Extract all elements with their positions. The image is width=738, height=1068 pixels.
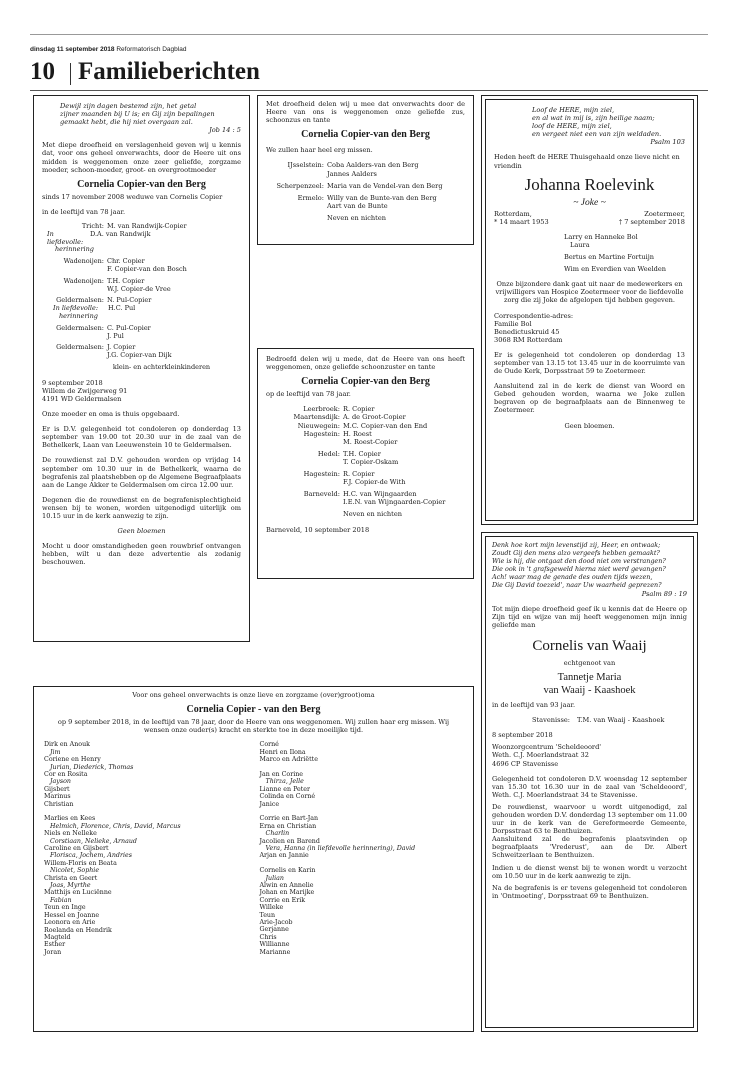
family-list: Tricht: M. van Randwijk-Copier In liefdevolle: D.A. van Randwijk herinnering Wadenoijen: Chr. Copier F. Copier-van den Bosch Wadenoijen: T.H. Copier W.J. Copier-de Vree Geldermalsen: N. Pul-Copier In liefdevolle: H.C. Pul herinnering Geldermalsen: C. Pul-Copier J. Pul Geldermalsen: J. Copier J.G. Copier-van Dijk klein- en achterkleinkinderen bbox=[47, 222, 211, 371]
family-list: Larry en Hanneke Bol Laura Bertus en Martine Fortuijn Wim en Everdien van Weelden bbox=[564, 232, 667, 274]
family-list: Leerbroek: R. Copier Maartensdijk: A. de Groot-Copier Nieuwegein: M.C. Copier-van den End Hagestein: H. Roest M. Roest-Copier Hedel: T.H. Copier T. Copier-Oskam Hagestein: R. Copier F.J. Copier-de With Barneveld: H.C. van Wijngaarden I.E.N. van Wijngaarden-Copier Neven en nichten bbox=[293, 405, 446, 519]
family-entry: Cor en Rosita bbox=[44, 771, 88, 778]
family-entry: Jan en Corine bbox=[259, 770, 304, 778]
address: 9 september 2018 Willem de Zwijgerweg 91 4191 WD Geldermalsen bbox=[42, 378, 128, 403]
family-entry: Coriene en Henry bbox=[44, 756, 101, 764]
family-entry: Marlies en Kees bbox=[44, 815, 96, 823]
announcement-2 bbox=[257, 95, 474, 245]
family-children: Jurian, Diederick, Thomas bbox=[50, 763, 134, 771]
family-entry: Esther bbox=[44, 941, 66, 949]
header-rule bbox=[30, 34, 708, 35]
family-entry bbox=[260, 764, 464, 771]
message-text: op 9 september 2018, in de leeftijd van 78 jaar, door de Heere van ons weggenomen. Wij zullen haar erg missen. Wij wensen onze ouder(s) kracht en sterkte toe in deze moeilijke tijd. bbox=[57, 718, 450, 735]
family-children: Florisca, Jochem, Andries bbox=[50, 852, 132, 860]
condolence-text: Gelegenheid tot condoleren D.V. woensdag 12 september van 15.30 tot 16.30 uur in de zaal van 'Scheldeoord', Weth. C.J. Moerlandstraat 34 te Stavenisse. bbox=[492, 774, 687, 799]
intro-text: Bedroefd delen wij u mede, dat de Heere van ons heeft weggenomen, onze geliefde schoonzuster en tante bbox=[266, 355, 465, 372]
age-text: in de leeftijd van 93 jaar. bbox=[492, 701, 576, 710]
deceased-name: Cornelia Copier - van den Berg bbox=[186, 704, 321, 716]
family-entry: Arjan en Jannie bbox=[259, 852, 309, 860]
family-children: Helmich, Florence, Chris, David, Marcus bbox=[50, 822, 181, 830]
deceased-name: Johanna Roelevink bbox=[524, 174, 655, 194]
family-children: Fabian bbox=[50, 896, 72, 904]
family-entry: Janice bbox=[259, 800, 280, 808]
intro-text: Voor ons geheel onverwachts is onze lieve en zorgzame (over)groot)oma bbox=[132, 691, 375, 699]
verse-ref: Psalm 89 : 19 bbox=[641, 589, 687, 598]
home-text: Onze moeder en oma is thuis opgebaard. bbox=[42, 410, 180, 419]
intro-text: Heden heeft de HERE Thuisgehaald onze lieve nicht en vriendin bbox=[494, 153, 680, 170]
verse: Dewijl zijn dagen bestemd zijn, het getal zijner maanden bij U is; en Gij zijn bepalingen gemaakt hebt, die hij niet overgaan zal. bbox=[60, 102, 215, 127]
family-entry: Gerjanne bbox=[259, 926, 289, 934]
address: 8 september 2018 Woonzorgcentrum 'Scheldeoord' Weth. C.J. Moerlandstraat 32 4696 CP Stavenisse bbox=[492, 731, 602, 768]
family-entry bbox=[44, 808, 248, 815]
address: Correspondentie-adres: Familie Bol Benedictuskruid 45 3068 RM Rotterdam bbox=[494, 311, 574, 344]
family-entry: Chris bbox=[259, 933, 277, 941]
service-text: Aansluitend zal in de kerk de dienst van Woord en Gebed gehouden worden, waarna we Joke zullen begraven op de begraafplaats aan de Binnenweg te Zoetermeer. bbox=[494, 382, 685, 415]
family-entry: Erna en Christian bbox=[259, 822, 317, 830]
family-column-right bbox=[248, 741, 464, 956]
family-entry: Matthijs en Luciënne bbox=[44, 889, 112, 897]
family-children: Charlin bbox=[265, 830, 290, 838]
miss-text: We zullen haar heel erg missen. bbox=[266, 146, 373, 155]
verse: Denk hoe kort mijn levenstijd zij, Heer, en ontwaak; Zoudt Gij den mens alzo vergeefs hebben gemaakt? Wie is hij, die ontgaat den dood niet om verstrangen? Die ook in 't grafsgeweld hierna niet werd gevangen? Ach! waar mag de genade des ouden tijds wezen, Die Gij David toezeid', naar Uw waarheid geprezen? bbox=[492, 541, 666, 590]
family-columns bbox=[44, 741, 463, 956]
condolence-text: Er is D.V. gelegenheid tot condoleren op donderdag 13 september van 19.00 tot 20.30 uur in de zaal van de Bethelkerk, Laan van Leeuwenstein 10 te Geldermalsen. bbox=[42, 425, 241, 450]
family-column-left bbox=[44, 741, 248, 956]
family-entry: Roelanda en Hendrik bbox=[44, 926, 112, 934]
nickname: ~ Joke ~ bbox=[573, 197, 606, 208]
deceased-name: Cornelia Copier-van den Berg bbox=[301, 129, 430, 141]
family-entry: Teun en Inge bbox=[44, 904, 86, 912]
family-children: Jayson bbox=[50, 778, 71, 786]
page-number: 10 bbox=[30, 58, 55, 85]
family-entry: Cornelis en Karin bbox=[259, 867, 316, 875]
closing-text: Mocht u door omstandigheden geen rouwbrief ontvangen hebben, wilt u dan deze advertentie als zodanig beschouwen. bbox=[42, 542, 241, 567]
page-title: Familieberichten bbox=[78, 58, 260, 85]
family-children: Thirza, Jelle bbox=[265, 778, 304, 786]
intro-text: Met droefheid delen wij u mee dat onverwachts door de Heere van ons is weggenomen onze geliefde zus, schoonzus en tante bbox=[266, 100, 465, 125]
service-text: De rouwdienst, waarvoor u wordt uitgenodigd, zal gehouden worden D.V. donderdag 13 september om 11.00 uur in de kerk van de Gereformeerde Gemeente, Dorpsstraat 63 te Benthuizen. bbox=[492, 802, 687, 836]
intro-text: Tot mijn diepe droefheid geef ik u kennis dat de Heere op Zijn tijd en wijze van mij heeft weggenomen mijn innig geliefde man bbox=[492, 604, 687, 629]
family-entry: Corrie en Bart-Jan bbox=[259, 815, 319, 823]
family-children: Vera, Hanna (in liefdevolle herinnering), David bbox=[265, 845, 416, 853]
family-entry bbox=[260, 808, 464, 815]
family-entry: Henri en Ilona bbox=[259, 748, 306, 756]
announcement-5 bbox=[481, 532, 698, 1032]
service-text: De rouwdienst zal D.V. gehouden worden op vrijdag 14 september om 10.30 uur in de Bethelkerk, waarna de begrafenis zal plaatshebben op de Algemene Begraafplaats aan de Lange Akker te Geldermalsen om circa 12.00 uur. bbox=[42, 456, 241, 489]
family-entry bbox=[260, 860, 464, 867]
family-children: Nicolet, Sophie bbox=[50, 867, 100, 875]
spouse-name: Tannetje Maria bbox=[557, 672, 622, 684]
family-entry: Caroline en Gijsbert bbox=[44, 845, 109, 853]
announcement-1 bbox=[33, 95, 250, 642]
family-entry: Dirk en Anouk bbox=[44, 741, 90, 749]
since-text: sinds 17 november 2008 weduwe van Cornelis Copier bbox=[42, 192, 223, 201]
family-entry: Niels en Nelleke bbox=[44, 830, 97, 838]
family-entry: Marinus bbox=[44, 793, 71, 801]
family-entry: Leonora en Arie bbox=[44, 919, 96, 927]
deceased-name: Cornelia Copier-van den Berg bbox=[77, 178, 206, 190]
announcement-4: Loof de HERE, mijn ziel, en al wat in mij is, zijn heilige naam; loof de HERE, mijn ziel, en vergeet niet een van zijn weldaden. Psalm 103 Heden heeft de HERE Thuisgehaald onze lieve nicht en vriendin Johanna Roelevink ~ Joke ~ Rotterdam, Zoetermeer, * 14 maart 1953 † 7 september 2018 Larry en Hanneke Bol Laura Bertus en Martine Fortuijn Wim en Everdien van Weelden Onze bijzondere dank gaat uit naar de medewerkers en vrijwilligers van Hospice Zoetermeer voor de liefdevolle zorg die zij Joke de afgelopen tijd hebben gegeven. Correspondentie-adres: Familie Bol Benedictuskruid 45 3068 RM Rotterdam Er is gelegenheid tot condoleren op donderdag 13 september van 13.15 tot 13.45 uur in de koorruimte van de Oude Kerk, Dorpsstraat 59 te Zoetermeer. Aansluitend zal in de kerk de dienst van Woord en Gebed gehouden worden, waarna we Joke zullen begraven op de begraafplaats aan de Binnenweg te Zoetermeer. Geen bloemen. bbox=[481, 95, 698, 525]
age-text: in de leeftijd van 78 jaar. bbox=[42, 207, 126, 216]
family-children: Joas, Myrthe bbox=[50, 882, 91, 890]
flowers-note: Geen bloemen. bbox=[564, 421, 615, 430]
family-entry: Lianne en Peter bbox=[259, 785, 311, 793]
flowers-note: Geen bloemen bbox=[117, 527, 166, 536]
family-entry: Willem-Floris en Beata bbox=[44, 859, 117, 867]
family-entry: Gijsbert bbox=[44, 785, 70, 793]
family-children: Julian bbox=[265, 874, 284, 882]
deceased-name: Cornelia Copier-van den Berg bbox=[301, 376, 430, 388]
family-entry: Christa en Geert bbox=[44, 874, 98, 882]
family-entry: Marianne bbox=[259, 948, 291, 956]
family-entry: Christian bbox=[44, 800, 74, 808]
family-entry: Johan en Marijke bbox=[259, 889, 315, 897]
family-entry: Willianne bbox=[259, 941, 290, 949]
burial-text: Aansluitend zal de begrafenis plaatsvinden op begraafplaats 'Vrederust', aan de Dr. Albert Schweitzerlaan te Benthuizen. bbox=[492, 835, 687, 860]
family-line: Stavenisse: T.M. van Waaij - Kaashoek bbox=[532, 716, 665, 725]
title-rule bbox=[30, 90, 708, 91]
attendance-text: Indien u de dienst wenst bij te wonen wordt u verzocht om 10.50 uur in de kerk aanwezig te zijn. bbox=[492, 863, 687, 880]
footer-text: Barneveld, 10 september 2018 bbox=[266, 525, 370, 534]
family-entry: Jacolien en Barend bbox=[259, 837, 320, 845]
spouse-surname: van Waaij - Kaashoek bbox=[543, 685, 636, 697]
family-entry: Corné bbox=[259, 741, 279, 749]
age-text: op de leeftijd van 78 jaar. bbox=[266, 390, 351, 399]
deceased-name: Cornelis van Waaij bbox=[532, 637, 647, 654]
family-children: Corstiaan, Nelieke, Arnaud bbox=[50, 837, 137, 845]
family-children: Jim bbox=[50, 748, 61, 756]
closing-text: Na de begrafenis is er tevens gelegenheid tot condoleren in 'Ontmoeting', Dorpsstraat 69 te Benthuizen. bbox=[492, 883, 687, 900]
family-entry: Joran bbox=[44, 948, 62, 956]
attendance-text: Degenen die de rouwdienst en de begrafenisplechtigheid wensen bij te wonen, worden uitgenodigd uiterlijk om 10.15 uur in de kerk aanwezig te zijn. bbox=[42, 495, 241, 520]
family-entry: Arie-Jacob bbox=[259, 919, 293, 927]
spouse-label: echtgenoot van bbox=[563, 658, 616, 667]
verse-ref: Job 14 : 5 bbox=[209, 126, 241, 135]
verse: Loof de HERE, mijn ziel, en al wat in mij is, zijn heilige naam; loof de HERE, mijn ziel, en vergeet niet een van zijn weldaden. bbox=[532, 106, 662, 139]
intro-text: Met diepe droefheid en verslagenheid geven wij u kennis dat, voor ons geheel onverwachts, door de Heere uit ons midden is weggenomen onze zeer geliefde, zorgzame moeder, schoon-moeder, groot- en overgrootmoeder bbox=[42, 141, 241, 174]
dateline: dinsdag 11 september 2018 Reformatorisch Dagblad bbox=[30, 46, 187, 53]
family-entry: Alwin en Annelie bbox=[259, 882, 314, 890]
verse-ref: Psalm 103 bbox=[650, 138, 685, 147]
condolence-text: Er is gelegenheid tot condoleren op donderdag 13 september van 13.15 tot 13.45 uur in de koorruimte van de Oude Kerk, Dorpsstraat 59 te Zoetermeer. bbox=[494, 350, 685, 376]
family-entry: Corrie en Erik bbox=[259, 896, 306, 904]
family-list: IJsselstein: Coba Aalders-van den Berg Jannes Aalders Scherpenzeel: Maria van de Vendel-van den Berg Ermelo: Willy van de Bunte-van den Berg Aart van de Bunte Neven en nichten bbox=[276, 161, 443, 222]
family-entry: Magteld bbox=[44, 933, 71, 941]
family-entry: Marco en Adriëtte bbox=[259, 756, 318, 764]
family-entry: Hessel en Joanne bbox=[44, 911, 100, 919]
family-entry: Teun bbox=[259, 911, 276, 919]
thanks-text: Onze bijzondere dank gaat uit naar de medewerkers en vrijwilligers van Hospice Zoetermeer voor de liefdevolle zorg die zij Joke de afgelopen tijd hebben gegeven. bbox=[495, 280, 684, 305]
family-entry: Colinda en Corné bbox=[259, 793, 316, 801]
family-entry: Willeke bbox=[259, 904, 284, 912]
announcement-3 bbox=[257, 348, 474, 579]
title-separator bbox=[70, 63, 71, 85]
announcement-6 bbox=[33, 686, 474, 1032]
